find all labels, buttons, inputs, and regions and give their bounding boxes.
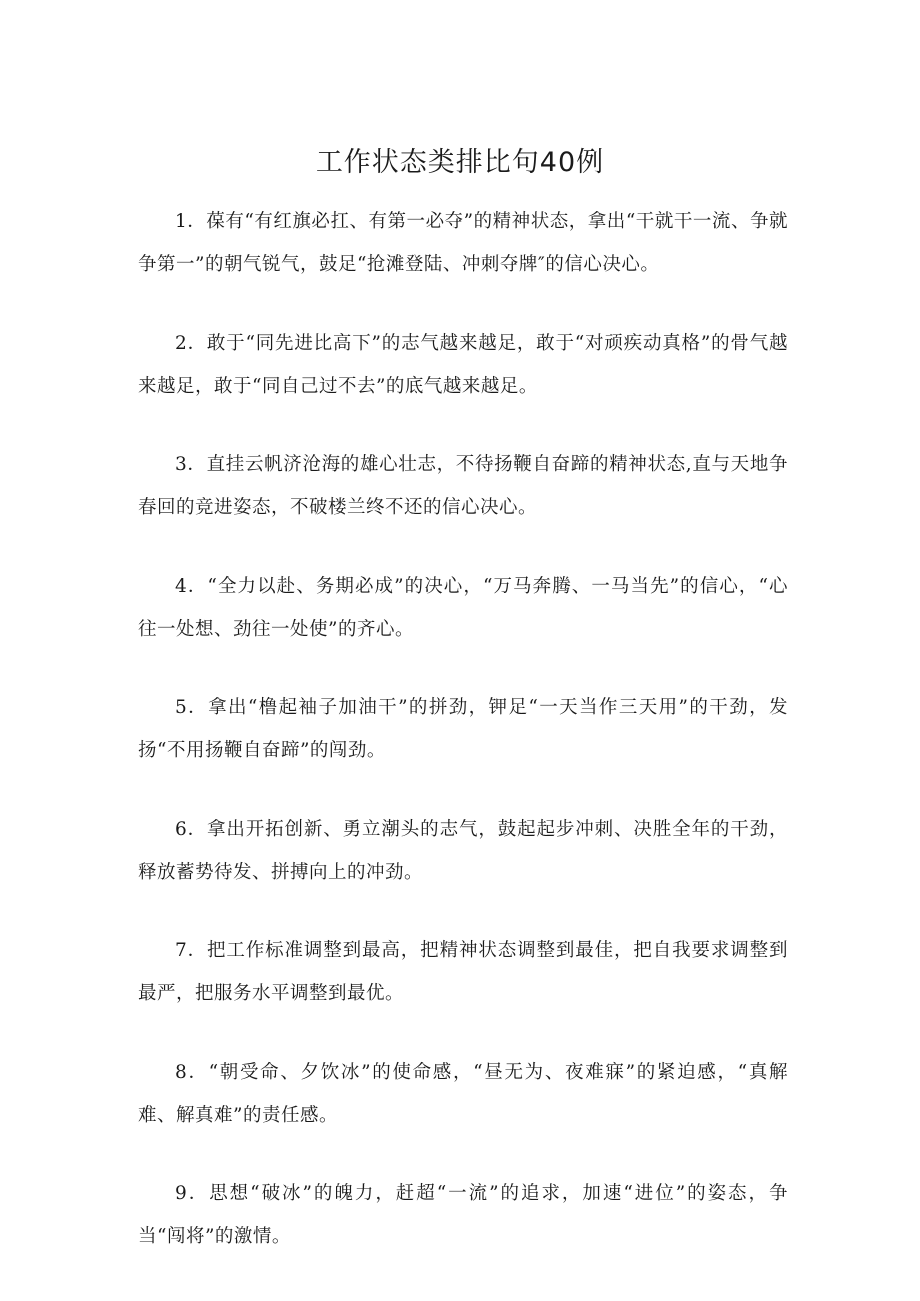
list-item: 7．把工作标准调整到最高，把精神状态调整到最佳，把自我要求调整到最严，把服务水平调整到最优。 (138, 940, 788, 1004)
page-title: 工作状态类排比句40例 (315, 147, 605, 178)
list-item: 1．葆有“有红旗必扛、有第一必夺”的精神状态，拿出“干就干一流、争就争第一”的朝气锐气，鼓足“抢滩登陆、冲刺夺牌″的信心决心。 (138, 211, 788, 275)
list-item: 2．敢于“同先进比高下”的志气越来越足，敢于“对顽疾动真格”的骨气越来越足，敢于“同自己过不去”的底气越来越足。 (138, 332, 788, 397)
list-item: 3．直挂云帆济沧海的雄心壮志，不待扬鞭自奋蹄的精神状态,直与天地争春回的竞进姿态，不破楼兰终不还的信心决心。 (138, 454, 788, 518)
list-item: 5．拿出“橹起袖子加油干”的拼劲，钾足“一天当作三天用”的干劲，发扬“不用扬鞭自奋蹄”的闯劲。 (138, 697, 788, 761)
sentence-list (138, 200, 788, 1294)
list-item: 4．“全力以赴、务期必成”的决心，“万马奔腾、一马当先”的信心，“心往一处想、劲往一处使”的齐心。 (138, 575, 788, 640)
list-item: 6．拿出开拓创新、勇立潮头的志气，鼓起起步冲刺、决胜全年的干劲，释放蓄势待发、拼搏向上的冲劲。 (138, 818, 788, 883)
list-item: 9．思想“破冰”的魄力，赶超“一流”的追求，加速“进位”的姿态，争当“闯将”的激情。 (138, 1183, 788, 1247)
list-item: 8．“朝受命、夕饮冰”的使命感，“昼无为、夜难寐”的紧迫感，“真解难、解真难”的责任感。 (138, 1061, 788, 1126)
